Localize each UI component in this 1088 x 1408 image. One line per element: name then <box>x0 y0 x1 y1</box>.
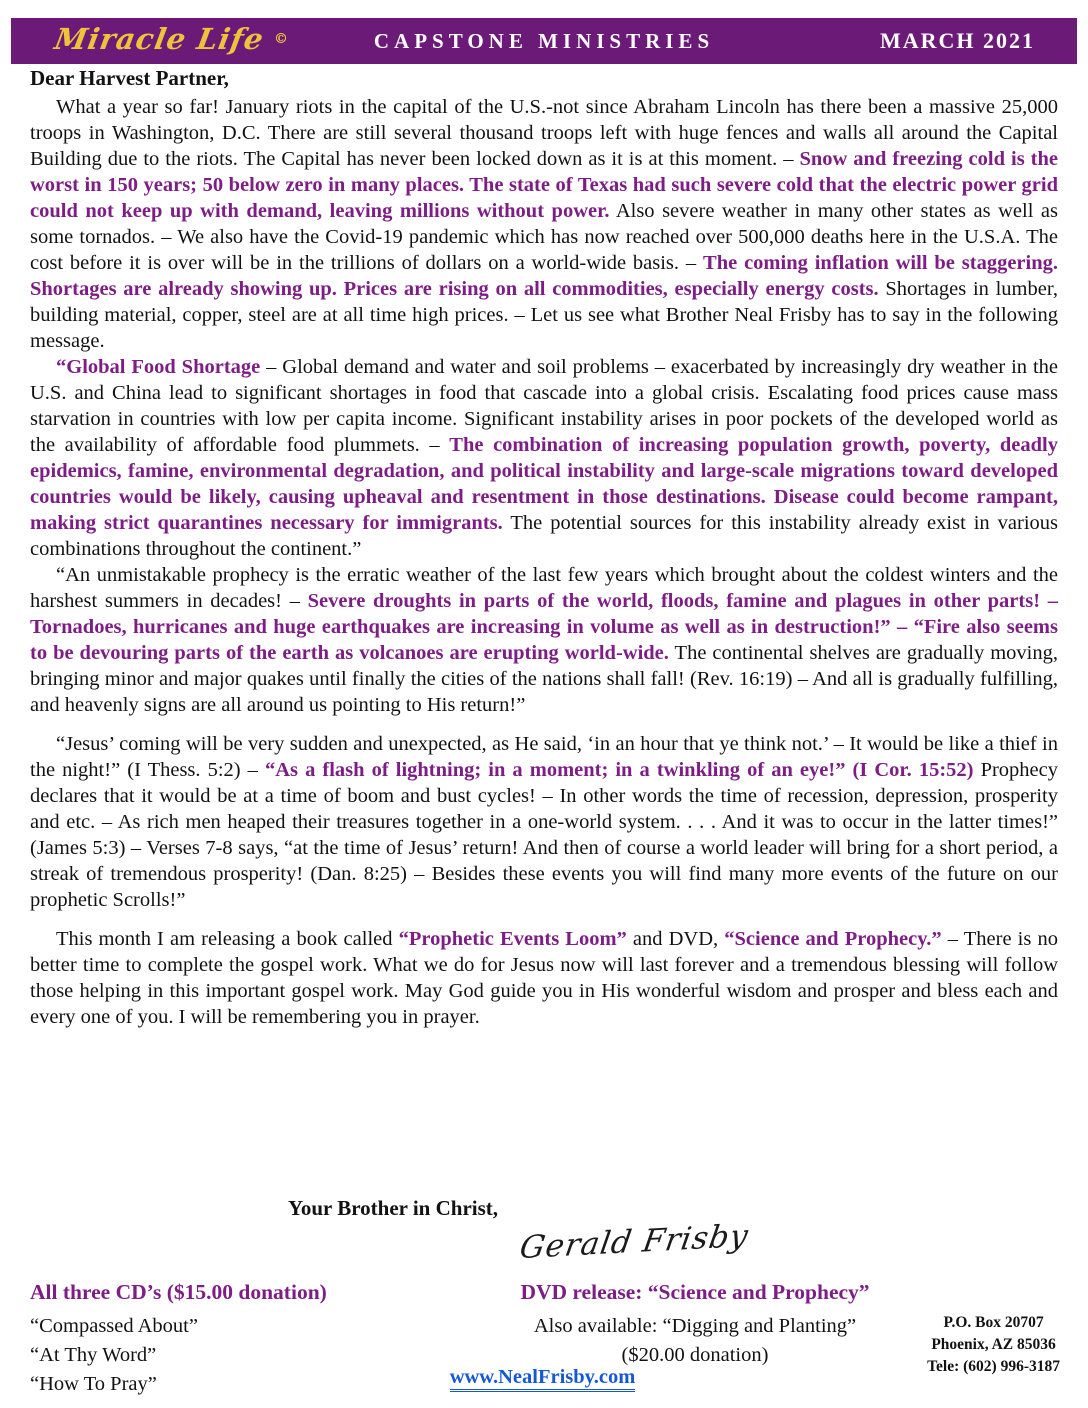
salutation: Dear Harvest Partner, <box>30 66 229 90</box>
body-text: The potential sources for this instability already exist in various combinations throughout the continent.” <box>30 512 1058 560</box>
dvd-also-available: Also available: “Digging and Planting” <box>533 1315 857 1337</box>
closing-line: Your Brother in Christ, <box>288 1196 499 1220</box>
body-text: Also severe weather in many other states as well as some tornados. – We also have the Covid-19 pandemic which has now reached over 500,000 deaths here in the U.S.A. The cost before it is over will be in the trillions of dollars on a world-wide basis. – <box>30 200 1058 274</box>
paragraph <box>30 354 1058 562</box>
cd-item: “How To Pray” <box>30 1373 157 1395</box>
dvd-donation: ($20.00 donation) <box>621 1344 769 1366</box>
contact-city: Phoenix, AZ 85036 <box>931 1336 1056 1353</box>
website-link[interactable]: www.NealFrisby.com <box>450 1366 636 1392</box>
copyright-symbol: © <box>273 31 289 47</box>
body-text: Prophecy declares that it would be at a time of boom and bust cycles! – In other words the time of recession, depression, prosperity and etc. – As rich men heaped their treasures together in a one-world system. . . . And it was to occur in the latter times!” (James 5:3) – Verses 7-8 says, “at the time of Jesus’ return! And then of course a world leader will bring for a short period, a streak of tremendous prosperity! (Dan. 8:25) – Besides these events you will find many more events of the future on our prophetic Scrolls!” <box>30 759 1058 911</box>
paragraph <box>30 926 1058 1030</box>
paragraph <box>30 731 1058 913</box>
emphasis-text: “Global Food Shortage <box>56 356 261 378</box>
masthead-bar <box>11 18 1077 64</box>
emphasis-text: The combination of increasing population growth, poverty, deadly epidemics, famine, environmental degradation, and political instability and large-scale migrations toward developed countries would be likely, causing upheaval and resentment in those destinations. Disease could become rampant, making strict quarantines necessary for immigrants. <box>30 434 1058 534</box>
body-text: – There is no better time to complete the gospel work. What we do for Jesus now will last forever and a tremendous blessing will follow those helping in this important gospel work. May God guide you in His wonderful wisdom and prosper and bless each and every one of you. I will be remembering you in prayer. <box>30 928 1058 1028</box>
body-text: “Jesus’ coming will be very sudden and unexpected, as He said, ‘in an hour that ye think not.’ – It would be like a thief in the night!” (I Thess. 5:2) – <box>30 733 1058 781</box>
issue-date: MARCH 2021 <box>879 28 1035 53</box>
emphasis-text: “Science and Prophecy.” <box>724 928 942 950</box>
emphasis-text: Severe droughts in parts of the world, floods, famine and plagues in other parts! – Tornadoes, hurricanes and huge earthquakes are increasing in volume as well as in destruction!” – “Fire also seems to be devouring parts of the earth as volcanoes are erupting world-wide. <box>30 590 1058 664</box>
body-text: The continental shelves are gradually moving, bringing minor and major quakes until finally the cities of the nations shall fall! (Rev. 16:19) – And all is gradually fulfilling, and heavenly signs are all around us pointing to His return!” <box>30 642 1059 716</box>
contact-po-box: P.O. Box 20707 <box>943 1314 1044 1331</box>
emphasis-text: “As a flash of lightning; in a moment; in a twinkling of an eye!” (I Cor. 15:52) <box>265 759 974 781</box>
dvd-heading: DVD release: “Science and Prophecy” <box>520 1280 870 1304</box>
body-text: “An unmistakable prophecy is the erratic weather of the last few years which brought about the coldest winters and the harshest summers in decades! – <box>30 564 1058 612</box>
body-text: and DVD, <box>626 928 725 950</box>
contact-block <box>927 1312 1060 1378</box>
emphasis-text: The coming inflation will be staggering. Shortages are already showing up. Prices are rising on all commodities, especially energy costs. <box>30 252 1058 300</box>
emphasis-text: “Prophetic Events Loom” <box>398 928 627 950</box>
dvd-column <box>440 1280 950 1370</box>
cds-heading: All three CD’s ($15.00 donation) <box>30 1280 327 1304</box>
letter-body <box>30 94 1058 1030</box>
body-text: This month I am releasing a book called <box>56 928 399 950</box>
website-wrap <box>415 1366 670 1389</box>
ministry-title: CAPSTONE MINISTRIES <box>373 28 715 53</box>
contact-phone: Tele: (602) 996-3187 <box>927 1358 1060 1375</box>
body-text: Shortages in lumber, building material, copper, steel are at all time high prices. – Let us see what Brother Neal Frisby has to say in the following message. <box>30 278 1058 352</box>
cd-item: “At Thy Word” <box>30 1344 157 1366</box>
signature: Gerald Frisby <box>517 1217 752 1267</box>
emphasis-text: Snow and freezing cold is the worst in 150 years; 50 below zero in many places. The state of Texas had such severe cold that the electric power grid could not keep up with demand, leaving millions without power. <box>30 148 1058 222</box>
paragraph <box>30 562 1058 718</box>
brand-name: Miracle Life <box>52 22 267 56</box>
paragraph <box>30 94 1058 354</box>
cds-column <box>30 1280 327 1399</box>
footer <box>0 1280 1088 1408</box>
body-text: – Global demand and water and soil problems – exacerbated by increasingly dry weather in the U.S. and China lead to significant shortages in food that cascade into a global crisis. Escalating food prices cause mass starvation in countries with low per capita income. Significant instability arises in poor pockets of the developed world as the availability of affordable food plummets. – <box>30 356 1058 456</box>
body-text: What a year so far! January riots in the capital of the U.S.-not since Abraham Lincoln has there been a massive 25,000 troops in Washington, D.C. There are still several thousand troops left with huge fences and walls all around the Capital Building due to the riots. The Capital has never been locked down as it is at this moment. – <box>30 96 1058 170</box>
cd-item: “Compassed About” <box>30 1315 198 1337</box>
